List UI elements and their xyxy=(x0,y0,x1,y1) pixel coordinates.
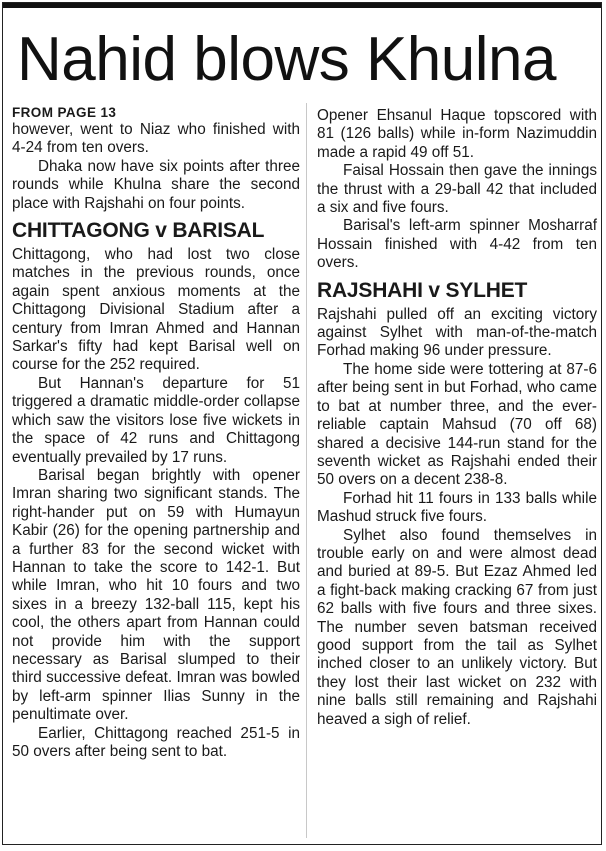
top-rule xyxy=(3,3,601,8)
right-column xyxy=(317,107,597,729)
paragraph: Dhaka now have six points after three rounds while Khulna share the second place with Rajshahi on four points. xyxy=(12,157,300,212)
headline: Nahid blows Khulna xyxy=(17,25,557,94)
article-clipping xyxy=(2,2,602,845)
paragraph: Barisal began brightly with opener Imran sharing two significant stands. The right-hander put on 59 with Humayun Kabir (26) for the opening partnership and a further 83 for the second wicket with Hannan to take the score to 142-1. But while Imran, who hit 10 fours and two sixes in a breezy 132-ball 115, kept his cool, the others apart from Hannan could not provide him with the support necessary as Barisal slumped to their third successive defeat. Imran was bowled by left-arm spinner Ilias Sunny in the penultimate over. xyxy=(12,466,300,724)
column-divider xyxy=(306,103,307,838)
paragraph: Forhad hit 11 fours in 133 balls while Mashud struck five fours. xyxy=(317,489,597,526)
paragraph: Faisal Hossain then gave the innings the thrust with a 29-ball 42 that included a six and five fours. xyxy=(317,162,597,217)
left-column xyxy=(12,105,300,761)
paragraph: Barisal's left-arm spinner Mosharraf Hossain finished with 4-42 from ten overs. xyxy=(317,217,597,272)
paragraph: Rajshahi pulled off an exciting victory against Sylhet with man-of-the-match Forhad making 96 under pressure. xyxy=(317,305,597,360)
paragraph: Sylhet also found themselves in trouble early on and were almost dead and buried at 89-5. But Ezaz Ahmed led a fight-back making cracking 67 from just 62 balls with five fours and three sixes. The number seven batsman received good support from the tail as Sylhet inched closer to an unlikely victory. But they lost their last wicket on 232 with nine balls still remaining and Rajshahi heaved a sigh of relief. xyxy=(317,526,597,728)
section-heading: CHITTAGONG v BARISAL xyxy=(12,219,265,243)
continued-from-label: FROM PAGE 13 xyxy=(12,105,117,120)
paragraph: But Hannan's departure for 51 triggered a dramatic middle-order collapse which saw the visitors lose five wickets in the space of 42 runs and Chittagong eventually prevailed by 17 runs. xyxy=(12,374,300,466)
paragraph: Opener Ehsanul Haque topscored with 81 (126 balls) while in-form Nazimuddin made a rapid 49 off 51. xyxy=(317,107,597,161)
paragraph: however, went to Niaz who finished with 4-24 from ten overs. xyxy=(12,121,300,157)
paragraph: Earlier, Chittagong reached 251-5 in 50 overs after being sent to bat. xyxy=(12,724,300,760)
paragraph: Chittagong, who had lost two close matches in the previous rounds, once again spent anxious moments at the Chittagong Divisional Stadium after a century from Imran Ahmed and Hannan Sarkar's fifty had kept Barisal well on course for the 252 required. xyxy=(12,246,300,374)
paragraph: The home side were tottering at 87-6 after being sent in but Forhad, who came to bat at number three, and the ever-reliable captain Mahsud (70 off 68) shared a decisive 144-run stand for the seventh wicket as Rajshahi ended their 50 overs on a decent 238-8. xyxy=(317,360,597,489)
section-heading: RAJSHAHI v SYLHET xyxy=(317,278,528,302)
